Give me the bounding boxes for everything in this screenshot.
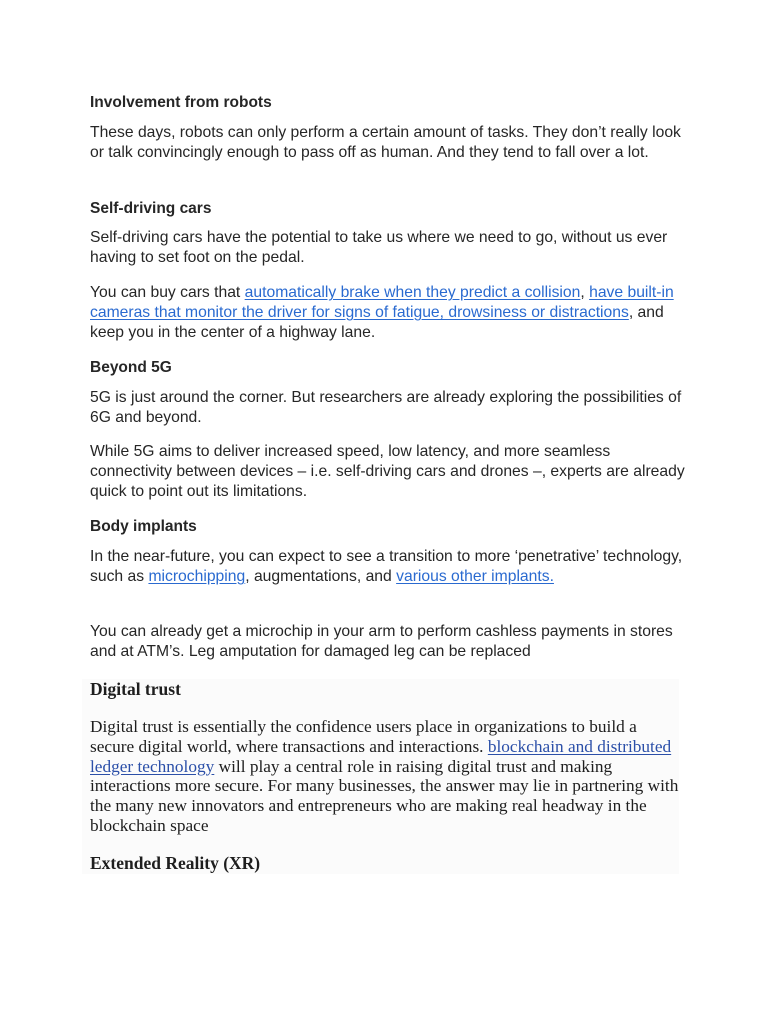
paragraph-implants-2: [90, 622, 690, 662]
paragraph-5g-1: [90, 388, 690, 428]
link-auto-brake[interactable]: automatically brake when they predict a collision: [244, 284, 581, 301]
section-self-driving: [90, 199, 690, 219]
link-driver-cameras[interactable]: have built-in cameras that monitor the driver for signs of fatigue, drowsiness or distractions: [90, 284, 674, 321]
paragraph-self-driving-1: [90, 228, 690, 268]
paragraph-digital-trust: [90, 717, 680, 836]
heading-robots: Involvement from robots: [90, 94, 272, 111]
link-microchipping[interactable]: microchipping: [148, 568, 246, 585]
digital-trust-panel: [82, 679, 679, 874]
paragraph-5g-2: [90, 442, 690, 502]
link-various-implants[interactable]: various other implants.: [396, 568, 554, 585]
paragraph-implants-2-text: You can already get a microchip in your arm to perform cashless payments in stores and at ATM’s. Leg amputation for damaged leg can be replaced: [90, 623, 673, 660]
text-span: , augmentations, and: [245, 568, 397, 585]
section-robots: [90, 93, 690, 113]
text-span: In the near-future, you can expect to see a transition to more ‘penetrative’ technology, such as: [90, 548, 683, 585]
paragraph-implants-1: [90, 547, 690, 587]
section-beyond-5g: [90, 358, 690, 378]
paragraph-5g-1-text: 5G is just around the corner. But researchers are already exploring the possibilities of 6G and beyond.: [90, 389, 682, 426]
paragraph-digital-trust-text: [90, 717, 680, 836]
text-span: You can buy cars that: [90, 284, 245, 301]
paragraph-implants-1-text: [90, 547, 690, 587]
paragraph-self-driving-2: [90, 283, 690, 343]
text-span: will play a central role in raising digital trust and making interactions more secure. For many businesses, the answer may lie in partnering with the many new innovators and entrepreneurs who are making real headway in the blockchain space: [90, 756, 679, 835]
section-digital-trust: [90, 679, 680, 699]
section-body-implants: [90, 517, 690, 537]
text-span: ,: [580, 284, 590, 301]
heading-digital-trust: Digital trust: [90, 679, 181, 699]
paragraph-robots-text: These days, robots can only perform a certain amount of tasks. They don’t really look or talk convincingly enough to pass off as human. And they tend to fall over a lot.: [90, 124, 681, 161]
heading-body-implants: Body implants: [90, 518, 197, 535]
heading-extended-reality: Extended Reality (XR): [90, 853, 261, 873]
text-span: , and keep you in the center of a highway lane.: [90, 304, 664, 341]
paragraph-5g-2-text: While 5G aims to deliver increased speed, low latency, and more seamless connectivity between devices – i.e. self-driving cars and drones –, experts are already quick to point out its limitations.: [90, 443, 685, 500]
paragraph-self-driving-1-text: Self-driving cars have the potential to take us where we need to go, without us ever having to set foot on the pedal.: [90, 229, 668, 266]
paragraph-self-driving-2-text: [90, 283, 690, 343]
heading-self-driving: Self-driving cars: [90, 200, 212, 217]
section-extended-reality: [90, 853, 680, 873]
text-span: Digital trust is essentially the confidence users place in organizations to build a secure digital world, where transactions and interactions.: [90, 717, 637, 756]
link-blockchain[interactable]: blockchain and distributed ledger technology: [90, 736, 672, 776]
paragraph-robots: [90, 123, 690, 163]
heading-beyond-5g: Beyond 5G: [90, 359, 172, 376]
